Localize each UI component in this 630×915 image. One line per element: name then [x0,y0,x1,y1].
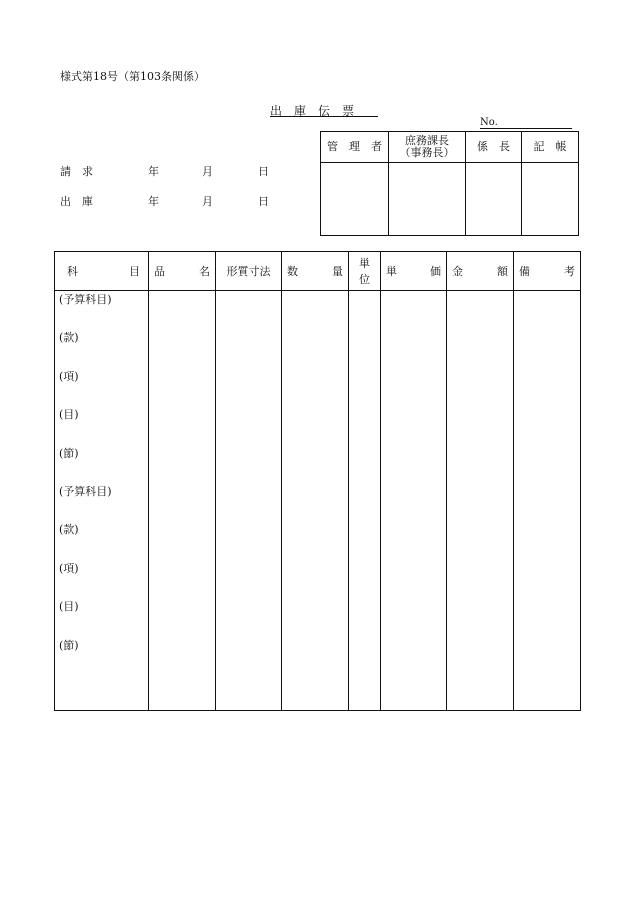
unit-column[interactable] [349,291,381,711]
approval-header-manager: 管 理 者 [321,132,389,163]
quantity-column[interactable] [282,291,349,711]
item-name-column[interactable] [149,291,216,711]
approval-header-bookkeeping: 記 帳 [522,132,579,163]
issue-label: 出 庫 [60,195,93,208]
subject-column[interactable] [55,291,149,711]
kou-label: (項) [59,369,79,383]
approval-header-general-affairs: 庶務課長 （事務長） [389,132,466,163]
issue-month-label: 月 [202,195,213,208]
header-item-name: 品 名 [149,252,216,291]
approval-header-section-chief: 係 長 [466,132,522,163]
budget-subject-label: (予算科目) [59,293,112,306]
stamp-box-bookkeeping[interactable] [522,163,579,236]
stamp-box-section-chief[interactable] [466,163,522,236]
kan-label: (款) [59,331,79,345]
items-table [54,251,581,711]
moku-label: (目) [59,600,79,614]
amount-column[interactable] [447,291,514,711]
issue-day-label: 日 [258,195,269,208]
document-title: 出 庫 伝 票 [270,104,355,118]
approval-table [320,131,579,236]
request-label: 請 求 [60,165,93,178]
request-year-label: 年 [148,165,159,178]
setsu-label: (節) [59,446,79,460]
header-quantity: 数 量 [282,252,349,291]
spec-column[interactable] [216,291,282,711]
issue-year-label: 年 [148,195,159,208]
remarks-column[interactable] [514,291,581,711]
kou-label: (項) [59,561,79,575]
header-subject: 科 目 [55,252,149,291]
title-underline [270,116,378,117]
unit-price-column[interactable] [381,291,447,711]
header-unit-price: 単 価 [381,252,447,291]
number-label: No. [480,117,498,128]
header-unit: 単 位 [349,252,381,291]
number-field-line[interactable] [480,128,572,129]
stamp-box-general-affairs[interactable] [389,163,466,236]
stamp-box-manager[interactable] [321,163,389,236]
kan-label: (款) [59,523,79,537]
moku-label: (目) [59,408,79,422]
request-month-label: 月 [202,165,213,178]
request-day-label: 日 [258,165,269,178]
header-amount: 金 額 [447,252,514,291]
header-remarks: 備 考 [514,252,581,291]
header-spec: 形質寸法 [216,252,282,291]
setsu-label: (節) [59,638,79,652]
form-number: 様式第18号（第103条関係） [60,70,205,83]
budget-subject-label: (予算科目) [59,484,112,498]
